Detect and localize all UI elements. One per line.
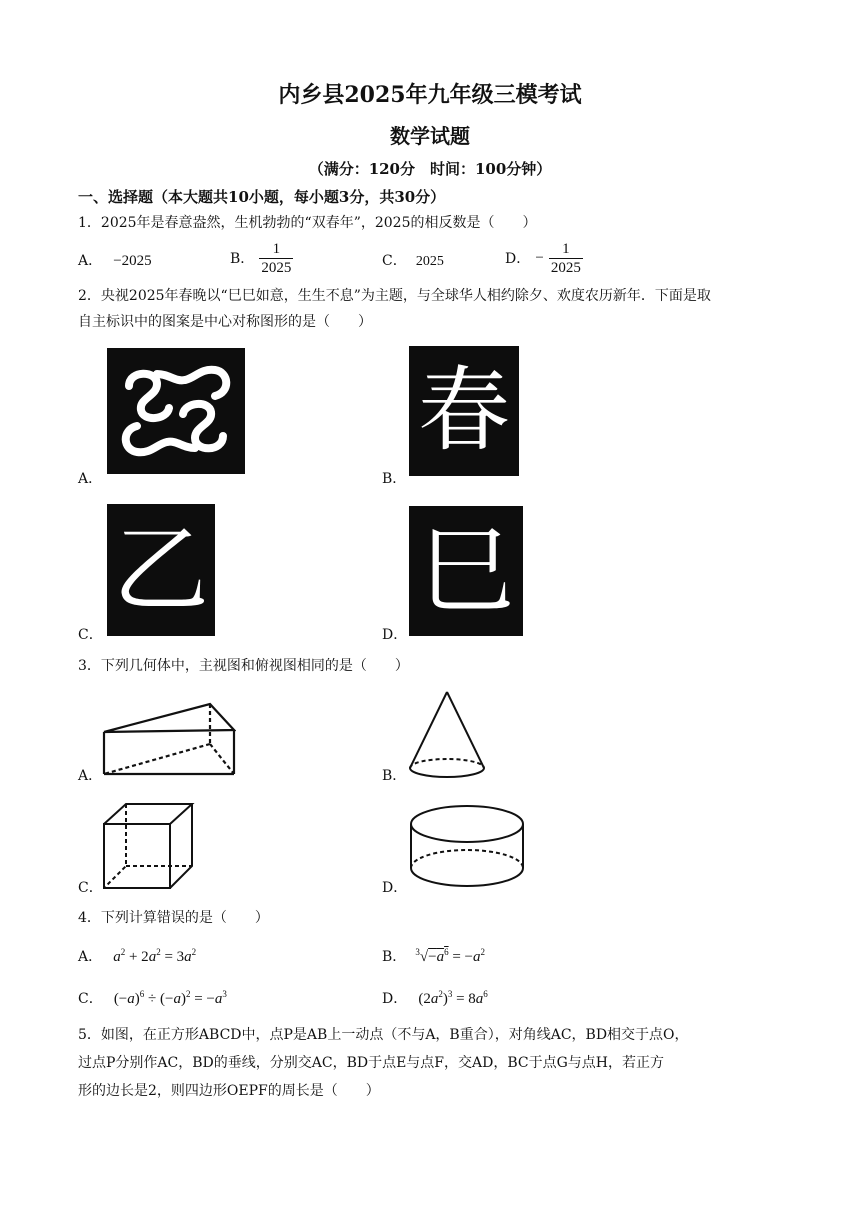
q3-b-label: B． [382, 768, 407, 784]
q2-option-a-pattern-image [107, 348, 245, 474]
q5-line2: 过点P分别作AC，BD的垂线，分别交AC，BD于点E与点F，交AD，BC于点G与点H，若正方 [78, 1055, 665, 1071]
q2-option-b-image [409, 346, 519, 476]
q2-b-character: 春 [417, 357, 510, 464]
q1-b-denominator: 2025 [261, 260, 292, 276]
q2-d-label: D． [382, 627, 408, 643]
q2-c-character: 乙 [113, 514, 209, 626]
exam-title: 内乡县2025年九年级三模考试 [278, 82, 582, 108]
q2-d-character: 巳 [418, 515, 514, 627]
q3-cone-image [404, 688, 490, 782]
q4-c-expression: $(-a)^6 \div (-a)^2 = -a^3$ [113, 989, 227, 1007]
q1-d-denominator: 2025 [550, 260, 581, 276]
q1-d-label: D． [505, 251, 531, 267]
q4-a-expression: $a^2 + 2a^2 = 3a^2$ [113, 947, 197, 965]
q1-d-numerator: 1 [549, 240, 583, 259]
exam-info: （满分：120分 时间：100分钟） [308, 160, 552, 178]
q4-option-b [382, 946, 485, 966]
q1-option-a [78, 240, 152, 282]
q4-stem: 4．下列计算错误的是（ ） [78, 910, 269, 926]
q4-d-expression: $(2a^2)^3 = 8a^6$ [418, 989, 488, 1007]
q1-b-label: B． [230, 251, 255, 267]
q2-option-d-image [409, 506, 523, 636]
q3-cube-image [100, 800, 196, 890]
q4-option-c [78, 988, 227, 1008]
q1-d-fraction [549, 240, 583, 277]
q4-b-expression: $^3√-a^6 = -a^2$ [415, 947, 486, 965]
q3-a-label: A． [78, 768, 103, 784]
q2-a-label: A． [78, 471, 103, 487]
q4-c-label: C． [78, 991, 103, 1007]
q3-stem: 3．下列几何体中，主视图和俯视图相同的是（ ） [78, 658, 409, 674]
q3-triangular-prism-image [100, 700, 236, 780]
exam-subtitle: 数学试题 [390, 124, 470, 148]
section-heading: 一、选择题（本大题共10小题，每小题3分，共30分） [78, 188, 446, 206]
q1-d-sign: − [535, 250, 544, 266]
q1-option-b [230, 240, 293, 277]
q1-option-d [505, 240, 583, 277]
q4-b-label: B． [382, 949, 407, 965]
q4-d-label: D． [382, 991, 408, 1007]
q1-c-label: C． [382, 253, 407, 269]
q2-b-label: B． [382, 471, 407, 487]
q4-a-label: A． [78, 949, 103, 965]
q5-line3: 形的边长是2，则四边形OEPF的周长是（ ） [78, 1083, 380, 1099]
q4-option-d [382, 988, 488, 1008]
q2-stem-line2: 自主标识中的图案是中心对称图形的是（ ） [78, 314, 372, 330]
q1-b-fraction [259, 240, 293, 277]
q4-option-a [78, 946, 196, 966]
q5-line1: 5．如图，在正方形ABCD中，点P是AB上一动点（不与A，B重合），对角线AC，BD相交于点O， [78, 1027, 689, 1043]
q2-stem-line1: 2．央视2025年春晚以“巳巳如意，生生不息”为主题，与全球华人相约除夕、欢度农历新年．下面是取 [78, 288, 711, 304]
q1-stem: 1．2025年是春意盎然，生机勃勃的“双春年”，2025的相反数是（ ） [78, 215, 537, 231]
q1-a-value: −2025 [113, 253, 152, 269]
q2-option-c-image [107, 504, 215, 636]
q3-cylinder-image [406, 800, 528, 892]
q2-c-label: C． [78, 627, 103, 643]
q1-option-c [382, 250, 444, 270]
q3-c-label: C． [78, 880, 103, 896]
q3-d-label: D． [382, 880, 408, 896]
q1-b-numerator: 1 [259, 240, 293, 259]
q1-a-label: A． [78, 253, 103, 269]
q1-c-value: 2025 [415, 254, 444, 269]
